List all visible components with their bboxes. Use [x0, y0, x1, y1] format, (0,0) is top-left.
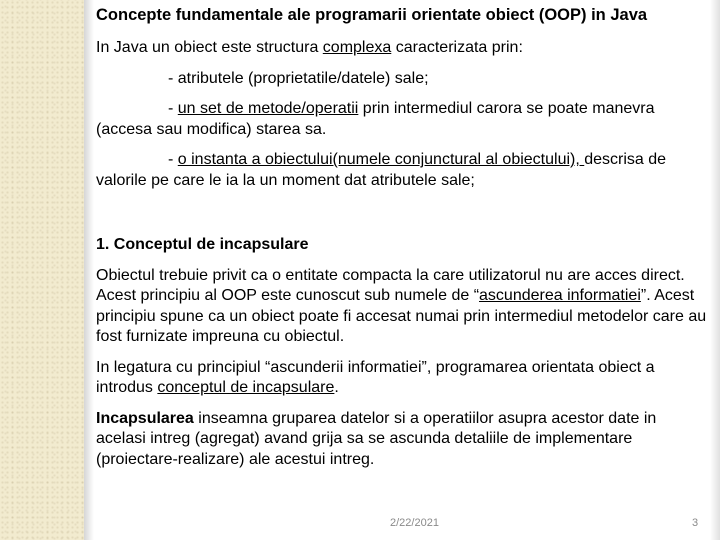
slide-content — [96, 5, 710, 480]
bullet-attributes: - atributele (proprietatile/datele) sale; — [168, 69, 429, 87]
intro-text — [96, 38, 710, 59]
bullet-instance — [96, 150, 710, 191]
footer-date: 2/22/2021 — [390, 517, 439, 529]
sidebar-shadow — [84, 0, 94, 540]
para2-post: . — [334, 379, 339, 396]
decorative-sidebar — [0, 0, 84, 540]
para1-post: ”. Acest principiu spune ca un obiect poate fi accesat numai prin intermediul metodelor care au fost furnizate impreuna cu obiectul. — [96, 287, 707, 345]
bullet-instance-pre: - — [168, 151, 178, 168]
intro-underlined: complexa — [322, 39, 392, 56]
bullet-instance-underlined: o instanta a obiectului(numele conjunctural al obiectului), — [177, 151, 585, 168]
para3-bold: Incapsularea — [96, 409, 194, 427]
slide-title: Concepte fundamentale ale programarii orientate obiect (OOP) in Java — [96, 6, 648, 24]
intro-text-post: caracterizata prin: — [391, 39, 523, 56]
bullet-methods — [96, 99, 710, 140]
right-edge-shadow — [710, 0, 720, 540]
para3-rest: inseamna gruparea datelor si a operatiilor asupra acestor date in acelasi intreg (agregat) avand grija sa se ascunda detaliile de implementare (proiectare-realizare) ale acestui intreg. — [96, 409, 657, 468]
para2-pre: In legatura cu principiul “ascunderii informatiei”, programarea orientata obiect a introdus — [96, 358, 655, 396]
intro-text-pre: In Java un obiect este structura — [96, 39, 323, 56]
paragraph-encapsulation-definition — [96, 409, 710, 471]
para1-underlined: ascunderea informatiei — [479, 287, 641, 304]
bullet-instance-post: descrisa de valorile pe care le ia la un moment dat atributele sale; — [96, 151, 667, 189]
para2-underlined: conceptul de incapsulare — [157, 379, 335, 396]
section-heading: 1. Conceptul de incapsulare — [96, 236, 309, 253]
para1-pre: Obiectul trebuie privit ca o entitate compacta la care utilizatorul nu are acces direct. Acest principiu al OOP este cunoscut sub numele de “ — [96, 266, 685, 304]
bullet-methods-underlined: un set de metode/operatii — [177, 100, 359, 117]
paragraph-information-hiding — [96, 266, 710, 348]
bullet-methods-pre: - — [168, 100, 178, 117]
bullet-methods-post: prin intermediul carora se poate manevra (accesa sau modifica) starea sa. — [96, 100, 655, 138]
paragraph-encapsulation-intro — [96, 358, 710, 399]
page-number: 3 — [692, 517, 699, 529]
